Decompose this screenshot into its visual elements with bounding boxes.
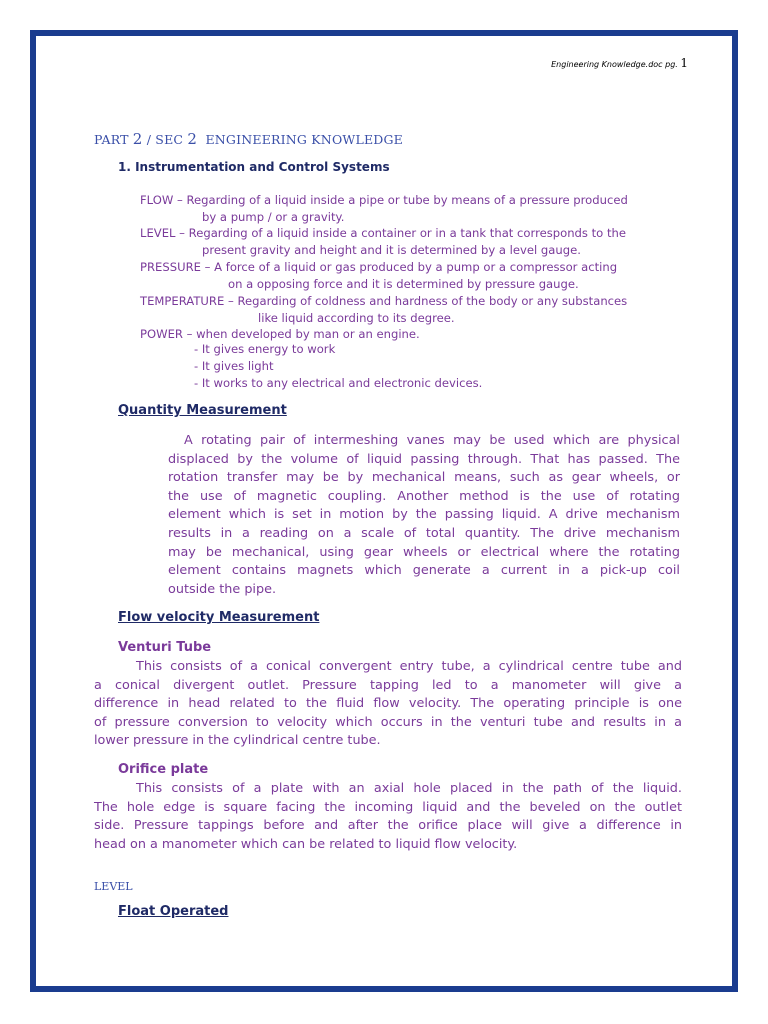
flow-line-2: by a pump / or a gravity. <box>202 209 345 224</box>
section-heading: 1. Instrumentation and Control Systems <box>118 160 390 174</box>
paragraph-line: side. Pressure tappings before and after the orifice place will give a difference in <box>94 818 682 834</box>
orifice-plate-title: Orifice plate <box>118 762 209 777</box>
page-border <box>30 30 738 992</box>
paragraph-line: results in a reading on a scale of total quantity. The drive mechanism <box>168 525 680 541</box>
quantity-paragraph <box>168 432 680 599</box>
flow-velocity-heading: Flow velocity Measurement <box>118 610 320 625</box>
header-reference <box>551 56 688 70</box>
paragraph-line: may be mechanical, using gear wheels or electrical where the rotating <box>168 544 680 560</box>
paragraph-line: This consists of a plate with an axial hole placed in the path of the liquid. <box>136 781 682 796</box>
level-line-1: LEVEL – Regarding of a liquid inside a container or in a tank that corresponds to the <box>140 226 626 240</box>
list-item: - It gives light <box>194 358 274 373</box>
orifice-paragraph <box>94 780 682 854</box>
level-section-label: LEVEL <box>94 880 133 893</box>
paragraph-line: displaced by the volume of liquid passing through. That has passed. The <box>168 451 680 467</box>
part-title-text: ENGINEERING KNOWLEDGE <box>205 132 404 147</box>
paragraph-line: a conical divergent outlet. Pressure tapping led to a manometer will give a <box>94 677 682 693</box>
paragraph-line: The hole edge is square facing the incoming liquid and the beveled on the outlet <box>94 799 682 815</box>
definition-flow <box>140 192 680 225</box>
paragraph-line: difference in head related to the fluid flow velocity. The operating principle is one <box>94 696 682 712</box>
power-line-1: POWER – when developed by man or an engine. <box>140 327 420 341</box>
level-line-2: present gravity and height and it is determined by a level gauge. <box>202 242 581 257</box>
page-label: pg. <box>665 60 678 69</box>
venturi-tube-title: Venturi Tube <box>118 640 212 655</box>
temperature-line-2: like liquid according to its degree. <box>258 310 455 325</box>
pressure-line-1: PRESSURE – A force of a liquid or gas produced by a pump or a compressor acting <box>140 260 618 274</box>
paragraph-line: head on a manometer which can be related to liquid flow velocity. <box>94 836 518 852</box>
part-word: PART <box>94 132 133 147</box>
list-item: - It works to any electrical and electronic devices. <box>194 375 483 390</box>
part-section-title <box>94 130 403 148</box>
float-operated-heading: Float Operated <box>118 904 229 919</box>
paragraph-line: A rotating pair of intermeshing vanes may be used which are physical <box>184 433 680 448</box>
sec-number: 2 <box>187 130 198 148</box>
venturi-paragraph <box>94 658 682 751</box>
doc-reference: Engineering Knowledge.doc <box>551 60 663 69</box>
definition-pressure <box>140 259 680 292</box>
part-number: 2 <box>132 130 143 148</box>
definition-level <box>140 225 680 258</box>
quantity-measurement-heading: Quantity Measurement <box>118 403 287 418</box>
paragraph-line: element contains magnets which generate a current in a pick-up coil <box>168 563 680 579</box>
flow-line-1: FLOW – Regarding of a liquid inside a pipe or tube by means of a pressure produced <box>140 193 628 207</box>
paragraph-line: outside the pipe. <box>168 581 277 597</box>
paragraph-line: of pressure conversion to velocity which occurs in the venturi tube and results in a <box>94 714 682 730</box>
sec-word: / SEC <box>142 132 188 147</box>
paragraph-line: This consists of a conical convergent entry tube, a cylindrical centre tube and <box>136 659 682 674</box>
temperature-line-1: TEMPERATURE – Regarding of coldness and hardness of the body or any substances <box>140 294 628 308</box>
pressure-line-2: on a opposing force and it is determined by pressure gauge. <box>228 276 579 291</box>
paragraph-line: element which is set in motion by the passing liquid. A drive mechanism <box>168 507 680 523</box>
list-item: - It gives energy to work <box>194 342 336 356</box>
power-bullet-list <box>194 341 482 391</box>
page-number: 1 <box>680 56 688 70</box>
paragraph-line: lower pressure in the cylindrical centre tube. <box>94 733 381 749</box>
paragraph-line: rotation transfer may be by mechanical means, such as gear wheels, or <box>168 470 680 486</box>
paragraph-line: the use of magnetic coupling. Another method is the use of rotating <box>168 488 680 504</box>
definition-temperature <box>140 293 680 326</box>
